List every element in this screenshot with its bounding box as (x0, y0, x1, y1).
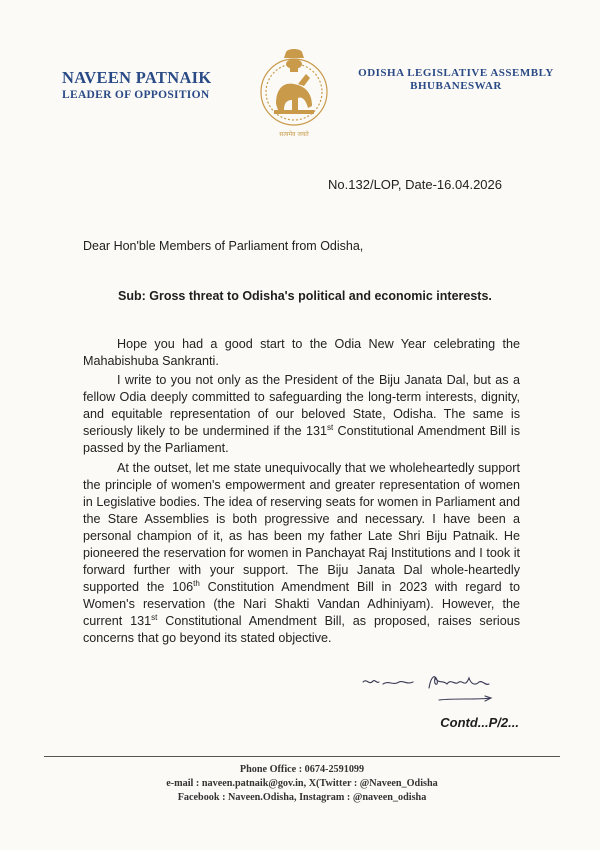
footer-phone: Phone Office : 0674-2591099 (239, 764, 365, 775)
assembly-location: BHUBANESWAR (410, 80, 502, 92)
paragraph-2: I write to you not only as the President of the Biju Janata Dal, but as a fellow Odia deeply committed to safeguarding the long-term interests, dignity, and equitable representation of our beloved State, Odisha. The same is seriously likely to be undermined if the 131st Constitutional Amendment Bill is passed by the Parliament. (83, 373, 520, 455)
continuation-note: Contd...P/2... (440, 715, 519, 730)
state-emblem-icon (254, 44, 334, 148)
footer-social: Facebook : Naveen.Odisha, Instagram : @naveen_odisha (177, 792, 427, 803)
signature-icon (357, 670, 507, 712)
assembly-name: ODISHA LEGISLATIVE ASSEMBLY (358, 67, 554, 79)
letterhead-right (346, 67, 566, 92)
footer-email: e-mail : naveen.patnaik@gov.in, X(Twitter : @Naveen_Odisha (166, 778, 438, 789)
letterhead-left (62, 68, 252, 101)
sender-name: NAVEEN PATNAIK (62, 68, 212, 87)
footer-divider (44, 756, 560, 757)
salutation: Dear Hon'ble Members of Parliament from Odisha, (83, 239, 364, 253)
paragraph-1: Hope you had a good start to the Odia New Year celebrating the Mahabishuba Sankranti. (83, 337, 520, 368)
emblem-motto: सत्यमेव जयते (279, 131, 309, 138)
letter-body (83, 336, 520, 650)
sender-role: LEADER OF OPPOSITION (62, 89, 210, 101)
subject-line: Sub: Gross threat to Odisha's political and economic interests. (118, 289, 492, 303)
paragraph-3: At the outset, let me state unequivocally that we wholeheartedly support the principle of women's empowerment and greater representation of women in Legislative bodies. The idea of reserving seats for women in Parliament and the Stare Assemblies is both progressive and necessary. I have been a personal champion of it, as has been my father Late Shri Biju Patnaik. He pioneered the reservation for women in Panchayat Raj Institutions and I took it forward further with your support. The Biju Janata Dal whole-heartedly supported the 106th Constitution Amendment Bill in 2023 with regard to Women's reservation (the Nari Shakti Vandan Adhiniyam). However, the current 131st Constitutional Amendment Bill, as proposed, raises serious concerns that go beyond its stated objective. (83, 461, 520, 645)
reference-number: No.132/LOP, Date-16.04.2026 (328, 177, 502, 192)
footer-contacts (44, 763, 560, 805)
